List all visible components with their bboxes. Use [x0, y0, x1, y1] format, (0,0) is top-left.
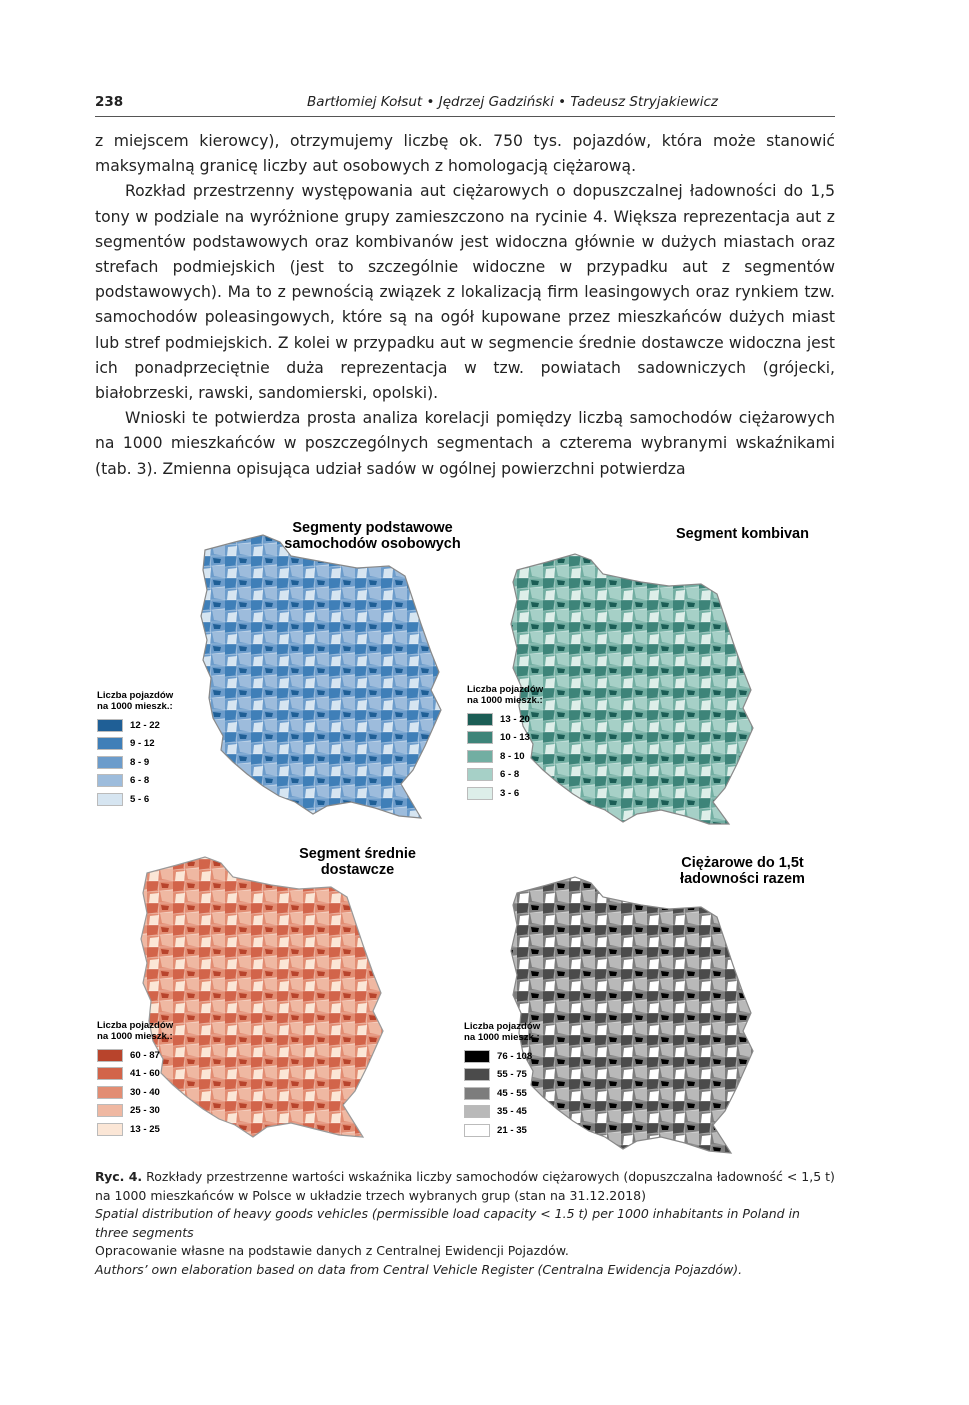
map-panel-basic-segments — [95, 512, 465, 837]
map-title: Segment średnie dostawcze — [299, 846, 416, 878]
legend-label: 10 - 13 — [500, 732, 530, 744]
legend-item — [97, 1046, 177, 1065]
figure-caption — [95, 1168, 835, 1279]
legend-item — [97, 716, 177, 735]
legend-swatch — [464, 1087, 490, 1100]
legend-swatch — [464, 1124, 490, 1137]
legend-swatch — [97, 737, 123, 750]
legend-swatch — [97, 774, 123, 787]
map-legend — [464, 1021, 544, 1140]
legend-swatch — [97, 1049, 123, 1062]
legend-label: 41 - 60 — [130, 1068, 160, 1080]
legend-label: 35 - 45 — [497, 1106, 527, 1118]
legend-title: Liczba pojazdów na 1000 mieszk.: — [97, 690, 174, 712]
poland-outline — [511, 554, 753, 824]
header-rule — [95, 116, 835, 117]
legend-item — [97, 772, 177, 791]
legend-item — [464, 1103, 544, 1122]
legend-swatch — [97, 756, 123, 769]
paragraph: z miejscem kierowcy), otrzymujemy liczbę ok. 750 tys. pojazdów, która może stanowić maksymalną granicę liczby aut osobowych z homologacją ciężarową. — [95, 132, 835, 176]
legend-title: Liczba pojazdów na 1000 mieszk.: — [97, 1020, 174, 1042]
legend-item — [464, 1121, 544, 1140]
legend-swatch — [97, 719, 123, 732]
paragraph: Rozkład przestrzenny występowania aut ciężarowych o dopuszczalnej ładowności do 1,5 tony w podziale na wyróżnione grupy zamieszczono na rycinie 4. Większa reprezentacja aut z segmentów podstawowych oraz kombivanów jest widoczna głównie w dużych miastach oraz strefach podmiejskich (jest to szczególnie widoczne w przypadku aut z segmentów podstawowych). Ma to z pewnością związek z lokalizacją firm leasingowych oraz rynkiem tzw. samochodów poleasingowych, które są na ogół kupowane przez mieszkańców dużych miast lub stref podmiejskich. Z kolei w przypadku aut w segmencie średnie dostawcze widoczna jest ich ponadprzeciętnie duża reprezentacja w tzw. powiatach sadowniczych (grójecki, białobrzeski, rawski, sandomierski, opolski). — [95, 182, 835, 403]
legend-label: 25 - 30 — [130, 1105, 160, 1117]
running-head-authors: Bartłomiej Kołsut • Jędrzej Gadziński • Tadeusz Stryjakiewicz — [307, 94, 718, 110]
legend-item — [464, 1047, 544, 1066]
legend-swatch — [464, 1068, 490, 1081]
legend-label: 6 - 8 — [500, 769, 520, 781]
legend-item — [467, 766, 547, 785]
poland-outline — [201, 535, 441, 818]
legend-label: 12 - 22 — [130, 719, 160, 731]
map-legend — [467, 684, 547, 803]
legend-swatch — [467, 731, 493, 744]
map-panel-kombivan — [465, 512, 835, 837]
legend-title: Liczba pojazdów na 1000 mieszk.: — [464, 1021, 541, 1043]
legend-item — [464, 1084, 544, 1103]
legend-item — [97, 1065, 177, 1084]
legend-swatch — [97, 1067, 123, 1080]
legend-label: 3 - 6 — [500, 787, 520, 799]
legend-item — [467, 747, 547, 766]
map-title: Ciężarowe do 1,5t ładowności razem — [680, 855, 805, 887]
caption-text-pl: Rozkłady przestrzenne wartości wskaźnika liczby samochodów ciężarowych (dopuszczalna ładowność < 1,5 t) na 1000 mieszkańców w Polsce w układzie trzech wybranych grup (stan na 31.12.2018) — [95, 1169, 835, 1203]
legend-title: Liczba pojazdów na 1000 mieszk.: — [467, 684, 544, 706]
legend-label: 45 - 55 — [497, 1087, 527, 1099]
legend-item — [467, 729, 547, 748]
legend-label: 5 - 6 — [130, 793, 150, 805]
legend-label: 30 - 40 — [130, 1086, 160, 1098]
caption-label: Ryc. 4. — [95, 1169, 143, 1184]
caption-source-en: Authors’ own elaboration based on data from Central Vehicle Register (Centralna Ewidencja Pojazdów). — [95, 1261, 743, 1277]
legend-label: 76 - 108 — [497, 1050, 533, 1062]
caption-polish — [95, 1168, 835, 1205]
map-title: Segmenty podstawowe samochodów osobowych — [284, 520, 461, 552]
legend-swatch — [464, 1050, 490, 1063]
legend-item — [464, 1066, 544, 1085]
map-title: Segment kombivan — [676, 526, 809, 542]
legend-item — [467, 784, 547, 803]
legend-item — [97, 753, 177, 772]
legend-item — [97, 1102, 177, 1121]
legend-item — [97, 735, 177, 754]
legend-label: 13 - 25 — [130, 1123, 160, 1135]
map-panel-total — [465, 837, 835, 1162]
legend-swatch — [97, 1086, 123, 1099]
legend-label: 9 - 12 — [130, 738, 155, 750]
running-head — [95, 92, 835, 114]
caption-source-pl: Opracowanie własne na podstawie danych z Centralnej Ewidencji Pojazdów. — [95, 1243, 569, 1258]
legend-label: 6 - 8 — [130, 775, 150, 787]
map-panel-medium-vans — [95, 837, 465, 1162]
legend-item — [97, 1120, 177, 1139]
poland-outline — [141, 857, 383, 1137]
legend-item — [467, 710, 547, 729]
legend-item — [97, 790, 177, 809]
legend-label: 8 - 10 — [500, 750, 525, 762]
legend-label: 8 - 9 — [130, 756, 150, 768]
legend-label: 55 - 75 — [497, 1069, 527, 1081]
page-number: 238 — [95, 94, 124, 110]
paragraph: Wnioski te potwierdza prosta analiza korelacji pomiędzy liczbą samochodów ciężarowych na 1000 mieszkańców w poszczególnych segmentach a czterema wybranymi wskaźnikami (tab. 3). Zmienna opisująca udział sadów w ogólnej powierzchni potwierdza — [95, 409, 835, 478]
map-legend — [97, 1020, 177, 1139]
figure-4 — [95, 512, 835, 1162]
legend-swatch — [467, 787, 493, 800]
legend-label: 60 - 87 — [130, 1049, 160, 1061]
caption-text-en: Spatial distribution of heavy goods vehicles (permissible load capacity < 1.5 t) per 1000 inhabitants in Poland in three segments — [95, 1206, 800, 1240]
legend-label: 21 - 35 — [497, 1124, 527, 1136]
map-legend — [97, 690, 177, 809]
legend-swatch — [97, 1104, 123, 1117]
legend-swatch — [467, 768, 493, 781]
legend-swatch — [97, 793, 123, 806]
body-text — [95, 129, 835, 482]
legend-item — [97, 1083, 177, 1102]
legend-swatch — [467, 713, 493, 726]
legend-swatch — [464, 1105, 490, 1118]
poland-outline — [511, 877, 753, 1153]
legend-swatch — [97, 1123, 123, 1136]
legend-swatch — [467, 750, 493, 763]
legend-label: 13 - 20 — [500, 713, 530, 725]
